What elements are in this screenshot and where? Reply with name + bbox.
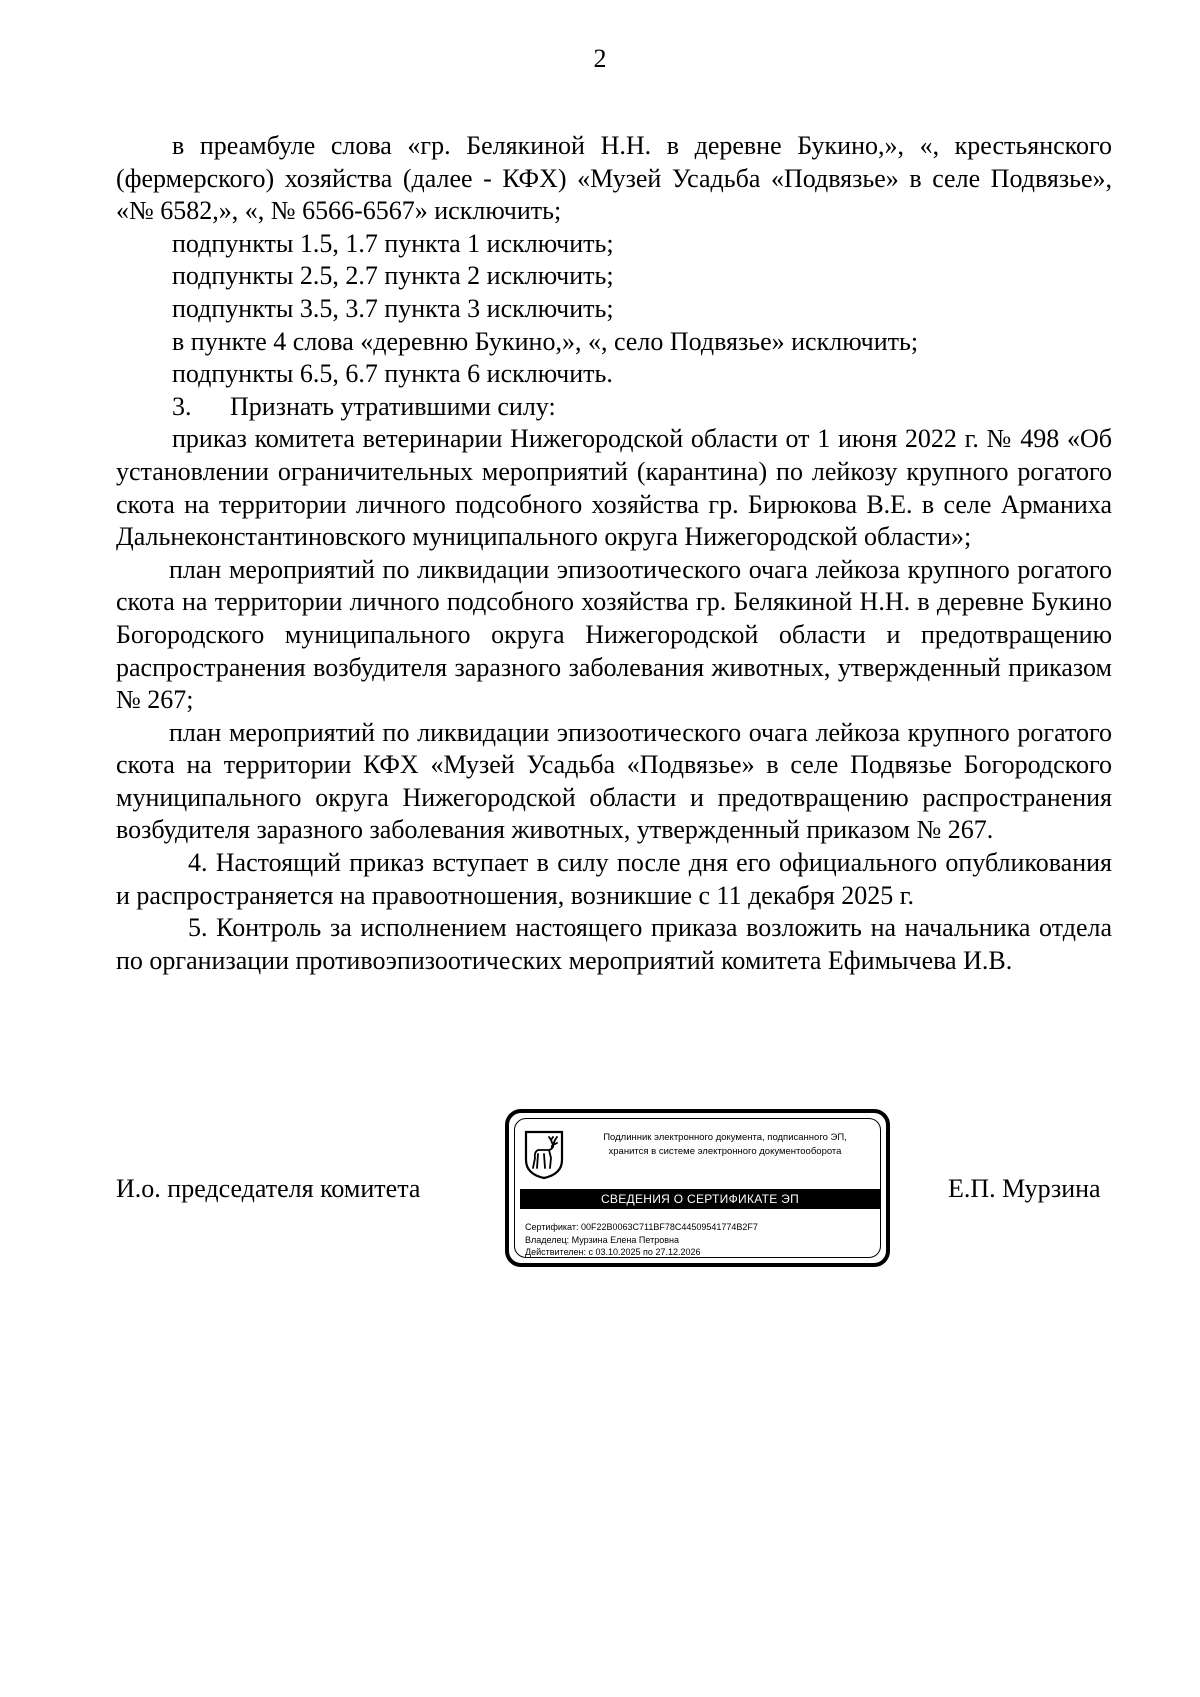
stamp-caption: [575, 1131, 875, 1159]
e-signature-stamp: [505, 1109, 890, 1267]
certificate-number: Сертификат: 00F22B0063C711BF78C44509541774B2F7: [525, 1222, 758, 1232]
stamp-caption-line: Подлинник электронного документа, подписанного ЭП,: [603, 1132, 847, 1143]
item3-heading: [116, 391, 1112, 424]
coat-of-arms-icon: [524, 1130, 564, 1180]
repealed-plan-paragraph: план мероприятий по ликвидации эпизоотического очага лейкоза крупного рогатого скота на территории КФХ «Музей Усадьба «Подвязье» в селе Подвязье Богородского муниципального округа Нижегородской области и предотвращению распространения возбудителя заразного заболевания животных, утвержденный приказом № 267.: [116, 717, 1112, 845]
signer-title: И.о. председателя комитета: [116, 1174, 421, 1203]
sub-item: подпункты 6.5, 6.7 пункта 6 исключить.: [172, 359, 613, 389]
page-number: 2: [593, 44, 607, 73]
certificate-validity: Действителен: с 03.10.2025 по 27.12.2026: [525, 1247, 701, 1257]
sub-item: подпункты 1.5, 1.7 пункта 1 исключить;: [172, 228, 614, 258]
sub-item: подпункты 2.5, 2.7 пункта 2 исключить;: [172, 261, 614, 291]
certificate-details: [525, 1221, 758, 1259]
sub-item: в пункте 4 слова «деревню Букино,», «, село Подвязье» исключить;: [172, 326, 919, 356]
sub-item: подпункты 3.5, 3.7 пункта 3 исключить;: [172, 293, 614, 323]
repealed-order-paragraph: приказ комитета ветеринарии Нижегородской области от 1 июня 2022 г. № 498 «Об установлении ограничительных мероприятий (карантина) по лейкозу крупного рогатого скота на территории личного подсобного хозяйства гр. Бирюкова В.Е. в селе Арманиха Дальнеконстантиновского муниципального округа Нижегородской области»;: [116, 424, 1112, 552]
stamp-caption-line: хранится в системе электронного документооборота: [608, 1146, 842, 1157]
item3-number: 3.: [172, 391, 192, 421]
item3-heading-text: Признать утратившими силу:: [230, 391, 556, 421]
document-body: [116, 130, 1112, 977]
item4-paragraph: 4. Настоящий приказ вступает в силу после дня его официального опубликования и распространяется на правоотношения, возникшие с 11 декабря 2025 г.: [116, 848, 1112, 910]
item5-paragraph: 5. Контроль за исполнением настоящего приказа возложить на начальника отдела по организации противоэпизоотических мероприятий комитета Ефимычева И.В.: [116, 913, 1112, 975]
certificate-header: СВЕДЕНИЯ О СЕРТИФИКАТЕ ЭП: [520, 1189, 880, 1209]
repealed-plan-paragraph: план мероприятий по ликвидации эпизоотического очага лейкоза крупного рогатого скота на территории личного подсобного хозяйства гр. Белякиной Н.Н. в деревне Букино Богородского муниципального округа Нижегородской области и предотвращению распространения возбудителя заразного заболевания животных, утвержденный приказом № 267;: [116, 554, 1112, 715]
certificate-owner: Владелец: Мурзина Елена Петровна: [525, 1234, 679, 1245]
preamble-paragraph: в преамбуле слова «гр. Белякиной Н.Н. в деревне Букино,», «, крестьянского (фермерского) хозяйства (далее - КФХ) «Музей Усадьба «Подвязье» в селе Подвязье», «№ 6582,», «, № 6566-6567» исключить;: [116, 131, 1112, 226]
signer-name: Е.П. Мурзина: [948, 1174, 1101, 1203]
